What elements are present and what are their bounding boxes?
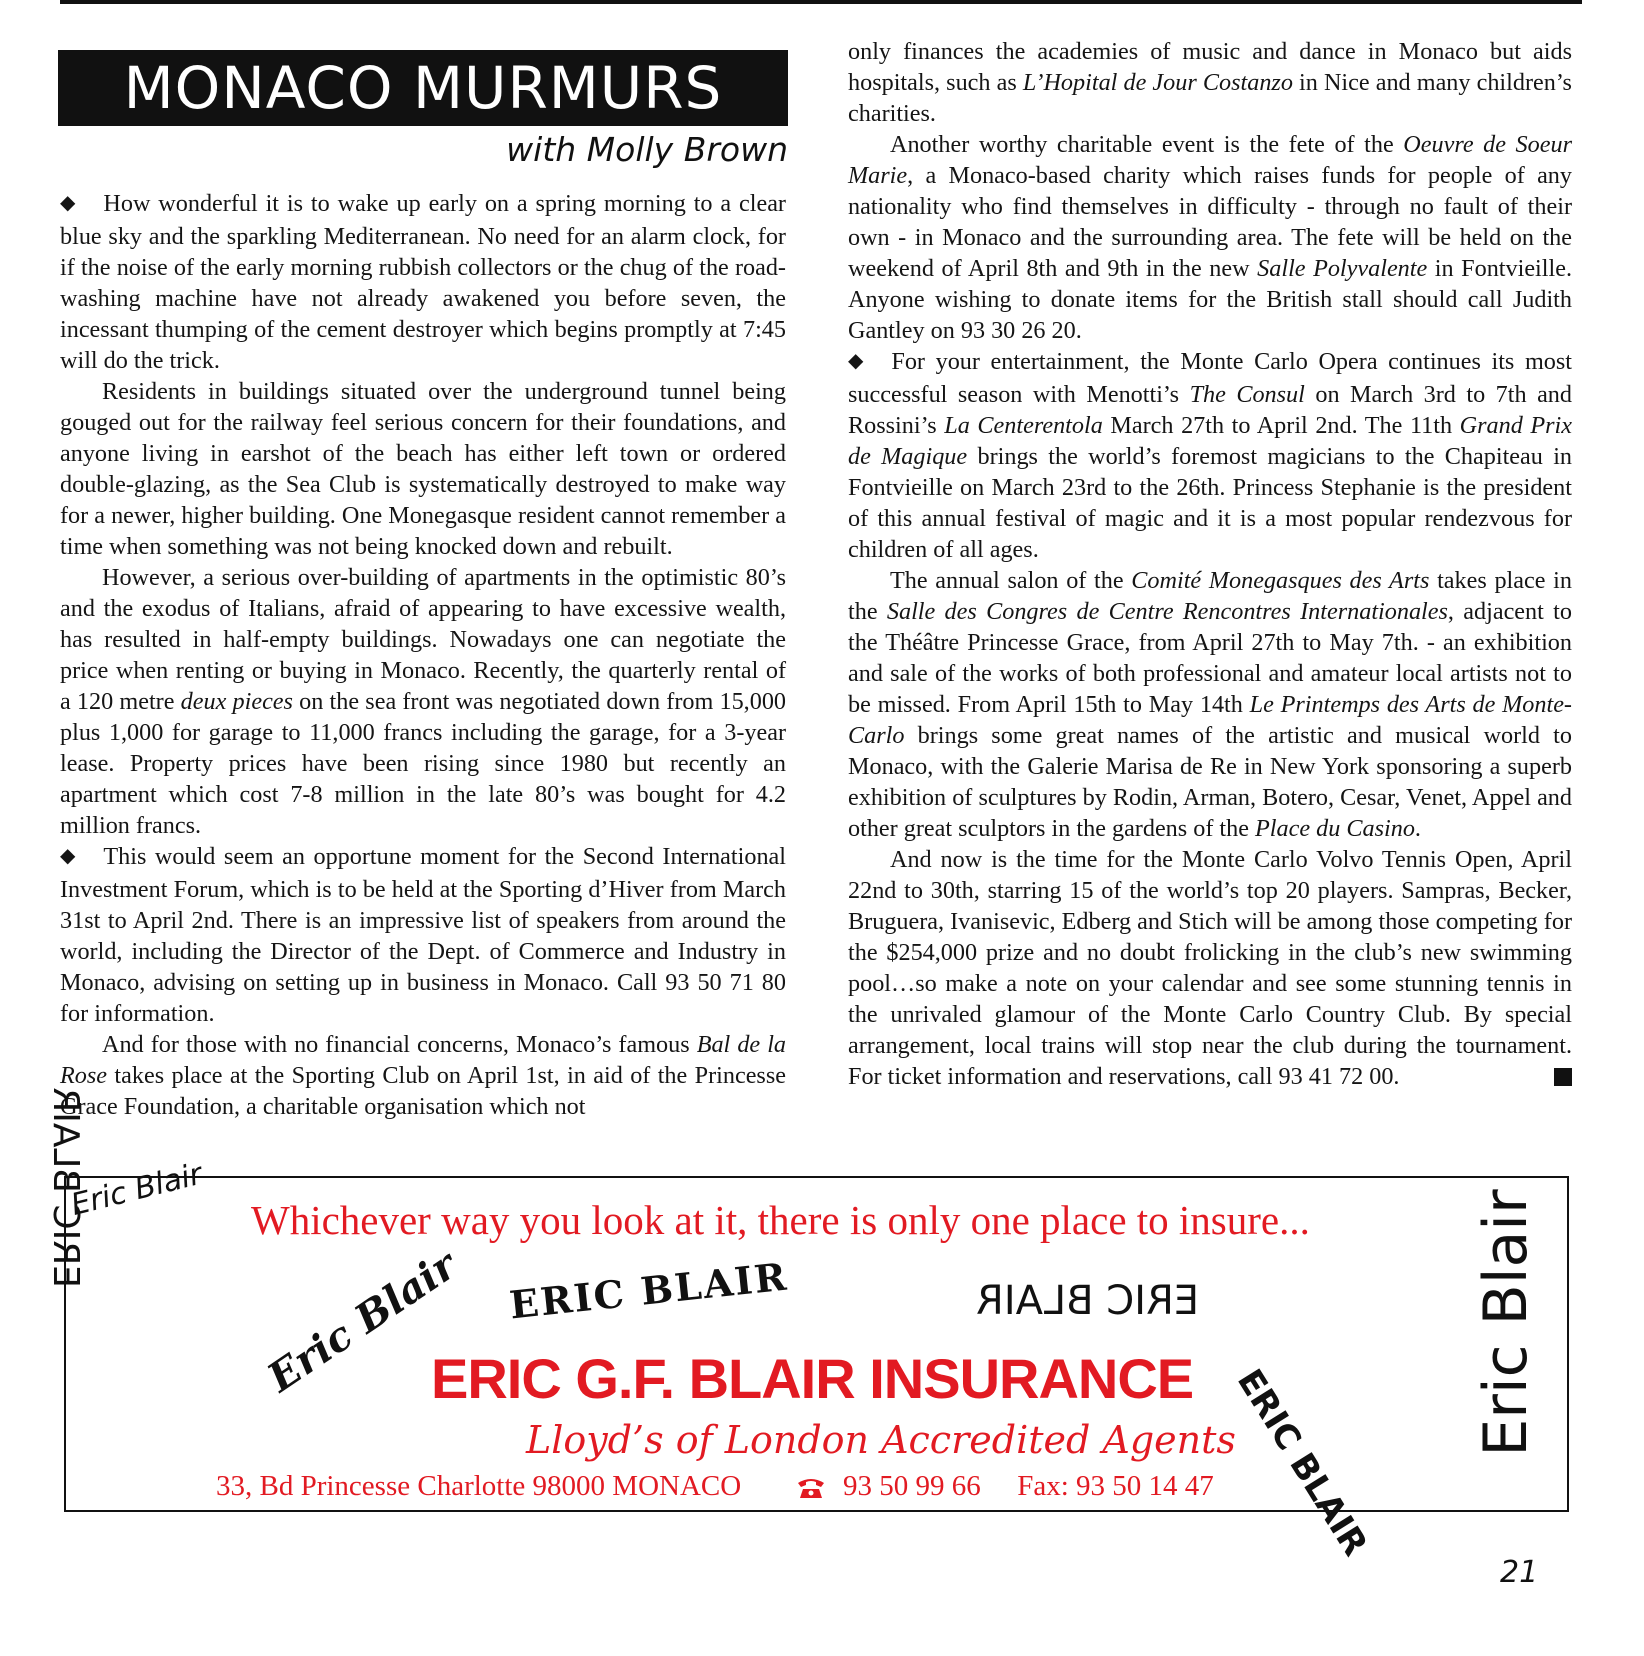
signature-blackletter: Eric Blair: [259, 1241, 465, 1402]
signature-mirrored: ERIC BLAIR: [976, 1278, 1200, 1324]
diamond-bullet-icon: ◆: [60, 192, 76, 214]
diamond-bullet-icon: ◆: [848, 350, 864, 372]
ad-tagline: Whichever way you look at it, there is only one place to insure...: [251, 1197, 1310, 1243]
article-paragraph: ◆ For your entertainment, the Monte Carlo Opera continues its most successful season with Menotti’s The Consul on March 3rd to 7th and Rossini’s La Centerentola March 27th to April 2nd. The 11th Grand Prix de Magique brings the world’s foremost magicians to the Chapiteau in Fontvieille on March 23rd to the 26th. Princess Stephanie is the president of this annual festival of magic and it is a most popular rendezvous for children of all ages.: [848, 348, 1573, 563]
ad-fax: Fax: 93 50 14 47: [1017, 1470, 1214, 1502]
ad-phone: 93 50 99 66: [842, 1470, 981, 1502]
page-number: 21: [1500, 1555, 1539, 1590]
signature-diagonal: ERIC BLAIR: [1229, 1362, 1376, 1564]
article-paragraph: And now is the time for the Monte Carlo Volvo Tennis Open, April 22nd to 30th, starring 15 of the world’s top 20 players. Sampras, Becker, Bruguera, Ivanisevic, Edberg and Stich will be among those competing for the $254,000 prize and no doubt frolicking in the club’s new swimming pool…so make a note on your calendar and see some stunning tennis in the unrivaled glamour of the Monte Carlo Country Club. By special arrangement, local trains will stop near the club during the tournament. For ticket information and reservations, call 93 41 72 00.: [848, 846, 1572, 1090]
article-paragraph: only finances the academies of music and dance in Monaco but aids hospitals, such as L’Hopital de Jour Costanzo in Nice and many children’s charities.: [848, 38, 1572, 127]
article-column-left: [60, 188, 786, 1122]
signature-vertical: Eric Blair: [1471, 1189, 1541, 1457]
diamond-bullet-icon: ◆: [60, 845, 76, 867]
signature-caps: ERIC BLAIR: [507, 1253, 791, 1328]
byline: with Molly Brown: [506, 130, 788, 169]
ad-accreditation: Lloyd’s of London Accredited Agents: [526, 1418, 1236, 1462]
signature-script: Eric Blair: [67, 1156, 206, 1223]
ad-company-name: ERIC G.F. BLAIR INSURANCE: [431, 1347, 1194, 1410]
article-paragraph: The annual salon of the Comité Monegasques des Arts takes place in the Salle des Congres de Centre Rencontres Internationales, adjacent to the Théâtre Princesse Grace, from April 27th to May 7th. - an exhibition and sale of the works of both professional and amateur local artists not to be missed. From April 15th to May 14th Le Printemps des Arts de Monte-Carlo brings some great names of the artistic and musical world to Monaco, with the Galerie Marisa de Re in New York sponsoring a superb exhibition of sculptures by Rodin, Arman, Botero, Cesar, Venet, Appel and other great sculptors in the gardens of the Place du Casino.: [848, 567, 1572, 842]
ad-address: 33, Bd Princesse Charlotte 98000 MONACO: [216, 1470, 742, 1502]
article-paragraph: ◆ This would seem an opportune moment for the Second International Investment Forum, which is to be held at the Sporting d’Hiver from March 31st to April 2nd. There is an impressive list of speakers from around the world, including the Director of the Dept. of Commerce and Industry in Monaco, advising on setting up in business in Monaco. Call 93 50 71 80 for information.: [60, 843, 786, 1027]
article-column-right: [848, 36, 1572, 1092]
top-rule: [60, 0, 1582, 4]
article-paragraph: ◆ How wonderful it is to wake up early on a spring morning to a clear blue sky and the sparkling Mediterranean. No need for an alarm clock, for if the noise of the early morning rubbish collectors or the chug of the road-washing machine have not already awakened you before seven, the incessant thumping of the cement destroyer which begins promptly at 7:45 will do the trick.: [60, 190, 786, 374]
telephone-icon: [796, 1476, 826, 1500]
article-paragraph: However, a serious over-building of apartments in the optimistic 80’s and the exodus of Italians, afraid of appearing to have excessive wealth, has resulted in half-empty buildings. Nowadays one can negotiate the price when renting or buying in Monaco. Recently, the quarterly rental of a 120 metre deux pieces on the sea front was negotiated down from 15,000 plus 1,000 for garage to 11,000 francs including the garage, for a 3-year lease. Property prices have been rising since 1980 but recently an apartment which cost 7-8 million in the late 80’s was bought for 4.2 million francs.: [60, 564, 787, 839]
insurance-advertisement: [45, 1087, 1569, 1564]
article-paragraph: And for those with no financial concerns, Monaco’s famous Bal de la Rose takes place at the Sporting Club on April 1st, in aid of the Princesse Grace Foundation, a charitable organisation which not: [60, 1031, 787, 1120]
article-paragraph: Another worthy charitable event is the fete of the Oeuvre de Soeur Marie, a Monaco-based charity which raises funds for people of any nationality who find themselves in difficulty - through no fault of their own - in Monaco and the surrounding area. The fete will be held on the weekend of April 8th and 9th in the new Salle Polyvalente in Fontvieille. Anyone wishing to donate items for the British stall should call Judith Gantley on 93 30 26 20.: [848, 131, 1572, 344]
ad-contact-line: [216, 1470, 1214, 1503]
end-mark-icon: [1554, 1068, 1572, 1086]
signature-mirrored-vertical: ERIC BLAIR: [45, 1087, 86, 1288]
page-title: MONACO MURMURS: [58, 50, 788, 126]
article-paragraph: Residents in buildings situated over the underground tunnel being gouged out for the railway feel serious concern for their foundations, and anyone living in earshot of the beach has either left town or ordered double-glazing, as the Sea Club is systematically destroyed to make way for a newer, higher building. One Monegasque resident cannot remember a time when something was not being knocked down and rebuilt.: [60, 378, 786, 560]
